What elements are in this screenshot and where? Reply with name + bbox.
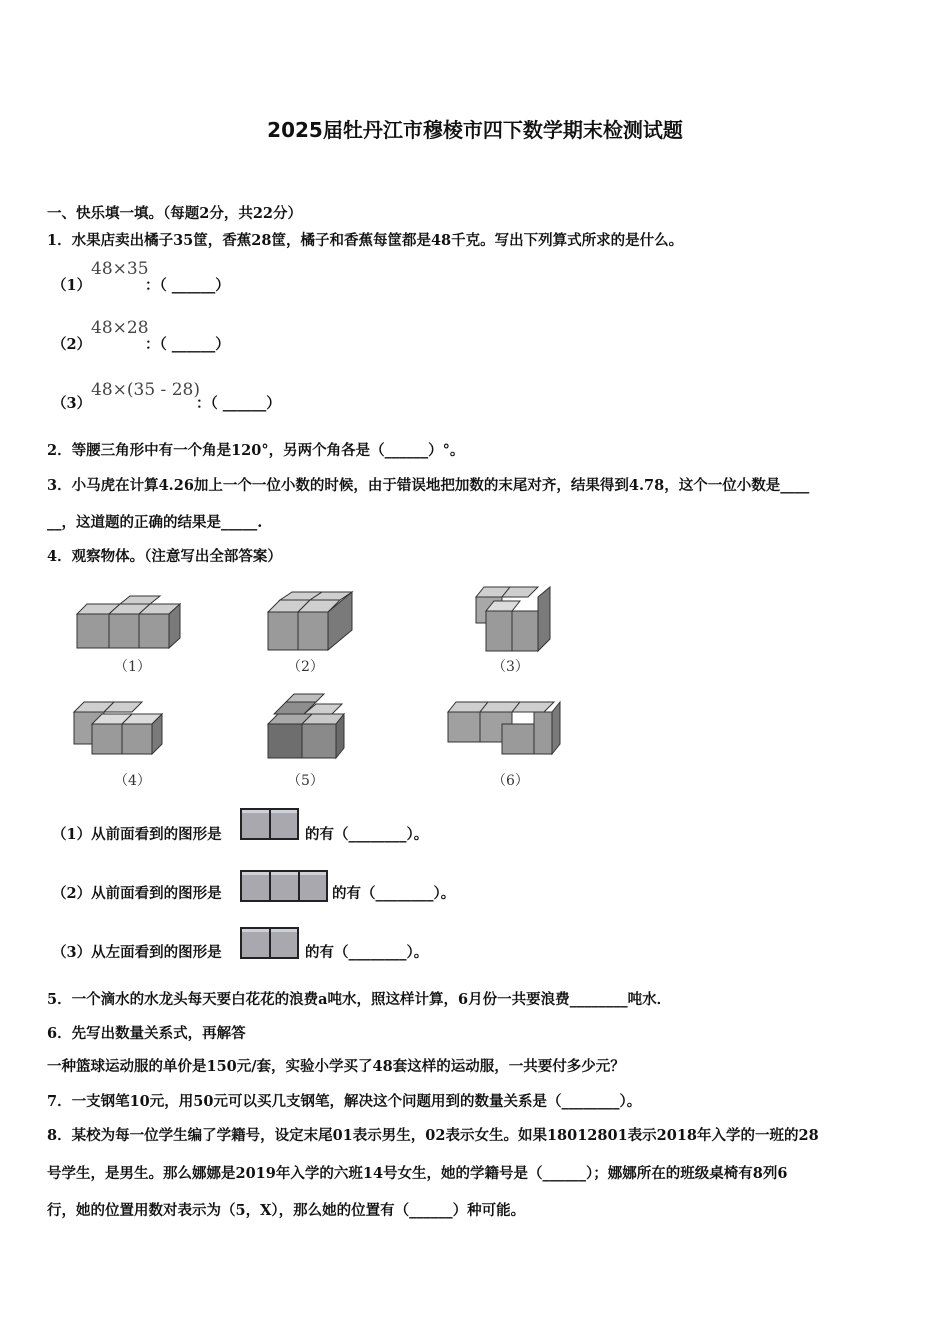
question-8-line-3: 行，她的位置用数对表示为（5，X），那么她的位置有（______）种可能。 bbox=[47, 1202, 526, 1219]
cube-figure-4 bbox=[70, 700, 170, 760]
figure-2-caption: （2） bbox=[287, 659, 324, 675]
q4-sub-1-post[interactable]: 的有（________）。 bbox=[305, 826, 429, 843]
three-square-front-view-icon bbox=[240, 870, 328, 902]
question-7: 7．一支钢笔10元，用50元可以买几支钢笔，解决这个问题用到的数量关系是（________）。 bbox=[47, 1093, 642, 1110]
q1-item-3-label: （3） bbox=[52, 395, 92, 412]
cube-figure-2 bbox=[266, 592, 361, 654]
cube-figure-6 bbox=[446, 700, 566, 756]
q1-item-1-label: （1） bbox=[52, 277, 92, 294]
section-heading: 一、快乐填一填。（每题2分，共22分） bbox=[47, 205, 303, 222]
q1-item-1-expr: 48×35 bbox=[91, 259, 149, 279]
cube-figure-3 bbox=[472, 583, 557, 655]
question-4: 4．观察物体。（注意写出全部答案） bbox=[47, 548, 282, 565]
question-2: 2．等腰三角形中有一个角是120°，另两个角各是（______）°。 bbox=[47, 442, 465, 459]
cube-figure-5 bbox=[266, 692, 356, 762]
q4-sub-1-pre: （1）从前面看到的图形是 bbox=[52, 826, 222, 843]
q4-sub-3-post[interactable]: 的有（________）。 bbox=[305, 944, 429, 961]
figure-6-caption: （6） bbox=[492, 773, 529, 789]
q1-item-3-blank[interactable]: ：（ ______） bbox=[196, 395, 281, 412]
question-1: 1．水果店卖出橘子35筐，香蕉28筐，橘子和香蕉每筐都是48千克。写出下列算式所求的是什么。 bbox=[47, 232, 684, 249]
two-square-left-view-icon bbox=[240, 927, 299, 959]
q1-item-2-label: （2） bbox=[52, 336, 92, 353]
q4-sub-3-pre: （3）从左面看到的图形是 bbox=[52, 944, 222, 961]
q4-sub-2-post[interactable]: 的有（________）。 bbox=[332, 885, 456, 902]
two-square-front-view-icon bbox=[240, 808, 299, 840]
q1-item-2-blank[interactable]: ：（ ______） bbox=[145, 336, 230, 353]
question-5: 5．一个滴水的水龙头每天要白花花的浪费a吨水，照这样计算，6月份一共要浪费________吨水． bbox=[47, 991, 672, 1008]
cube-figure-1 bbox=[74, 594, 184, 654]
q4-sub-2-pre: （2）从前面看到的图形是 bbox=[52, 885, 222, 902]
page-title: 2025届牡丹江市穆棱市四下数学期末检测试题 bbox=[267, 118, 683, 142]
q1-item-1-blank[interactable]: ：（ ______） bbox=[145, 277, 230, 294]
q1-item-2-expr: 48×28 bbox=[91, 318, 149, 338]
question-3-line-1: 3．小马虎在计算4.26加上一个一位小数的时候，由于错误地把加数的末尾对齐，结果得到4.78，这个一位小数是____ bbox=[47, 477, 810, 494]
question-6-line-1: 6．先写出数量关系式，再解答 bbox=[47, 1025, 246, 1042]
figure-3-caption: （3） bbox=[492, 659, 529, 675]
figure-1-caption: （1） bbox=[114, 659, 151, 675]
question-8-line-1: 8．某校为每一位学生编了学籍号，设定末尾01表示男生，02表示女生。如果18012801表示2018年入学的一班的28 bbox=[47, 1127, 819, 1144]
q1-item-3-expr: 48×(35 - 28) bbox=[91, 380, 200, 400]
question-3-line-2: __，这道题的正确的结果是_____. bbox=[47, 514, 263, 531]
figure-4-caption: （4） bbox=[114, 773, 151, 789]
question-6-line-2: 一种篮球运动服的单价是150元/套，实验小学买了48套这样的运动服，一共要付多少元？ bbox=[47, 1058, 625, 1075]
figure-5-caption: （5） bbox=[287, 773, 324, 789]
question-8-line-2: 号学生，是男生。那么娜娜是2019年入学的六班14号女生，她的学籍号是（______）；娜娜所在的班级桌椅有8列6 bbox=[47, 1165, 788, 1182]
